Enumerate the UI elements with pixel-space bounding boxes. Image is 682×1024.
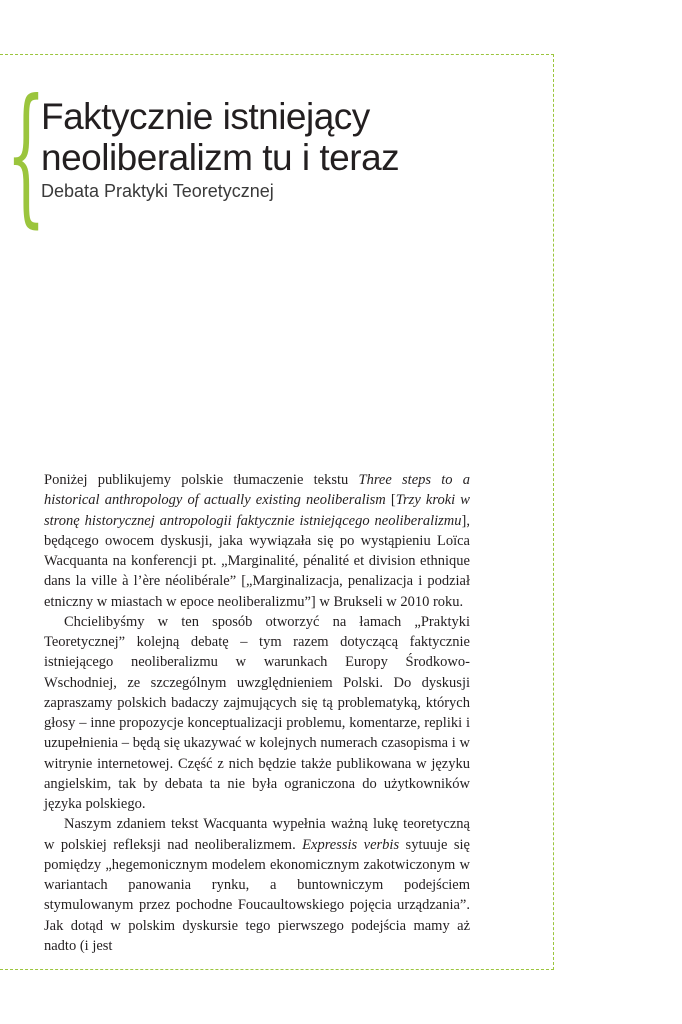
italic-text-run: Expressis verbis (302, 836, 400, 853)
curly-brace-ornament: { (6, 68, 47, 242)
text-run: Naszym zdaniem tekst Wacquanta wypełnia ważną lukę teoretyczną w polskiej refleksji nad neoliberalizmem. (44, 816, 470, 853)
paragraph-3 (44, 814, 470, 956)
title-line-1: Faktycznie istniejący (41, 96, 370, 137)
text-run: Chcielibyśmy w ten sposób otworzyć na łamach „Praktyki Teoretycznej” kolejną debatę – tym razem dotyczącą faktycznie istniejącego neoliberalizmu w warunkach Europy Środkowo-Wschodniej, ze szczególnym uwzględnieniem Polski. Do dyskusji zapraszamy polskich badaczy zajmujących się tą problematyką, których głosy – inne propozycje konceptualizacji problemu, komentarze, repliki i uzupełnienia – będą się ukazywać w kolejnych numerach czasopisma i w witrynie internetowej. Część z nich będzie także publikowana w języku angielskim, tak by debata ta nie była ograniczona do użytkowników języka polskiego. (44, 613, 470, 812)
text-run: sytuuje się pomiędzy „hegemonicznym modelem ekonomicznym zakotwiczonym w wariantach panowania rynku, a buntowniczym podejściem stymulowanym przez pochodne Foucaultowskiego pojęcia urządzania”. Jak dotąd w polskim dyskursie tego pierwszego podejścia mamy aż nadto (i jest (44, 836, 470, 954)
text-run: [ (385, 492, 396, 509)
frame-border-top (0, 54, 554, 55)
text-run: ], będącego owocem dyskusji, jaka wywiązała się po wystąpieniu Loïca Wacquanta na konferencji pt. „Marginalité, pénalité et division ethnique dans la ville à l’ère néolibérale” [„Marginalizacja, penalizacja i podział etniczny w miastach w epoce neoliberalizmu”] w Brukseli w 2010 roku. (44, 512, 470, 610)
italic-text-run: Trzy kroki w stronę historycznej antropologii faktycznie istniejącego neoliberalizmu (44, 492, 470, 529)
article-body (44, 470, 470, 956)
frame-border-right (553, 54, 554, 970)
text-run: Poniżej publikujemy polskie tłumaczenie tekstu (44, 472, 359, 488)
page-title (41, 96, 501, 178)
italic-text-run: Three steps to a historical anthropology of actually existing neoliberalism (44, 472, 470, 509)
paragraph-2 (44, 612, 470, 815)
frame-border-bottom (0, 969, 554, 970)
paragraph-1 (44, 470, 470, 612)
page-subtitle: Debata Praktyki Teoretycznej (41, 181, 274, 201)
title-line-2: neoliberalizm tu i teraz (41, 137, 400, 178)
